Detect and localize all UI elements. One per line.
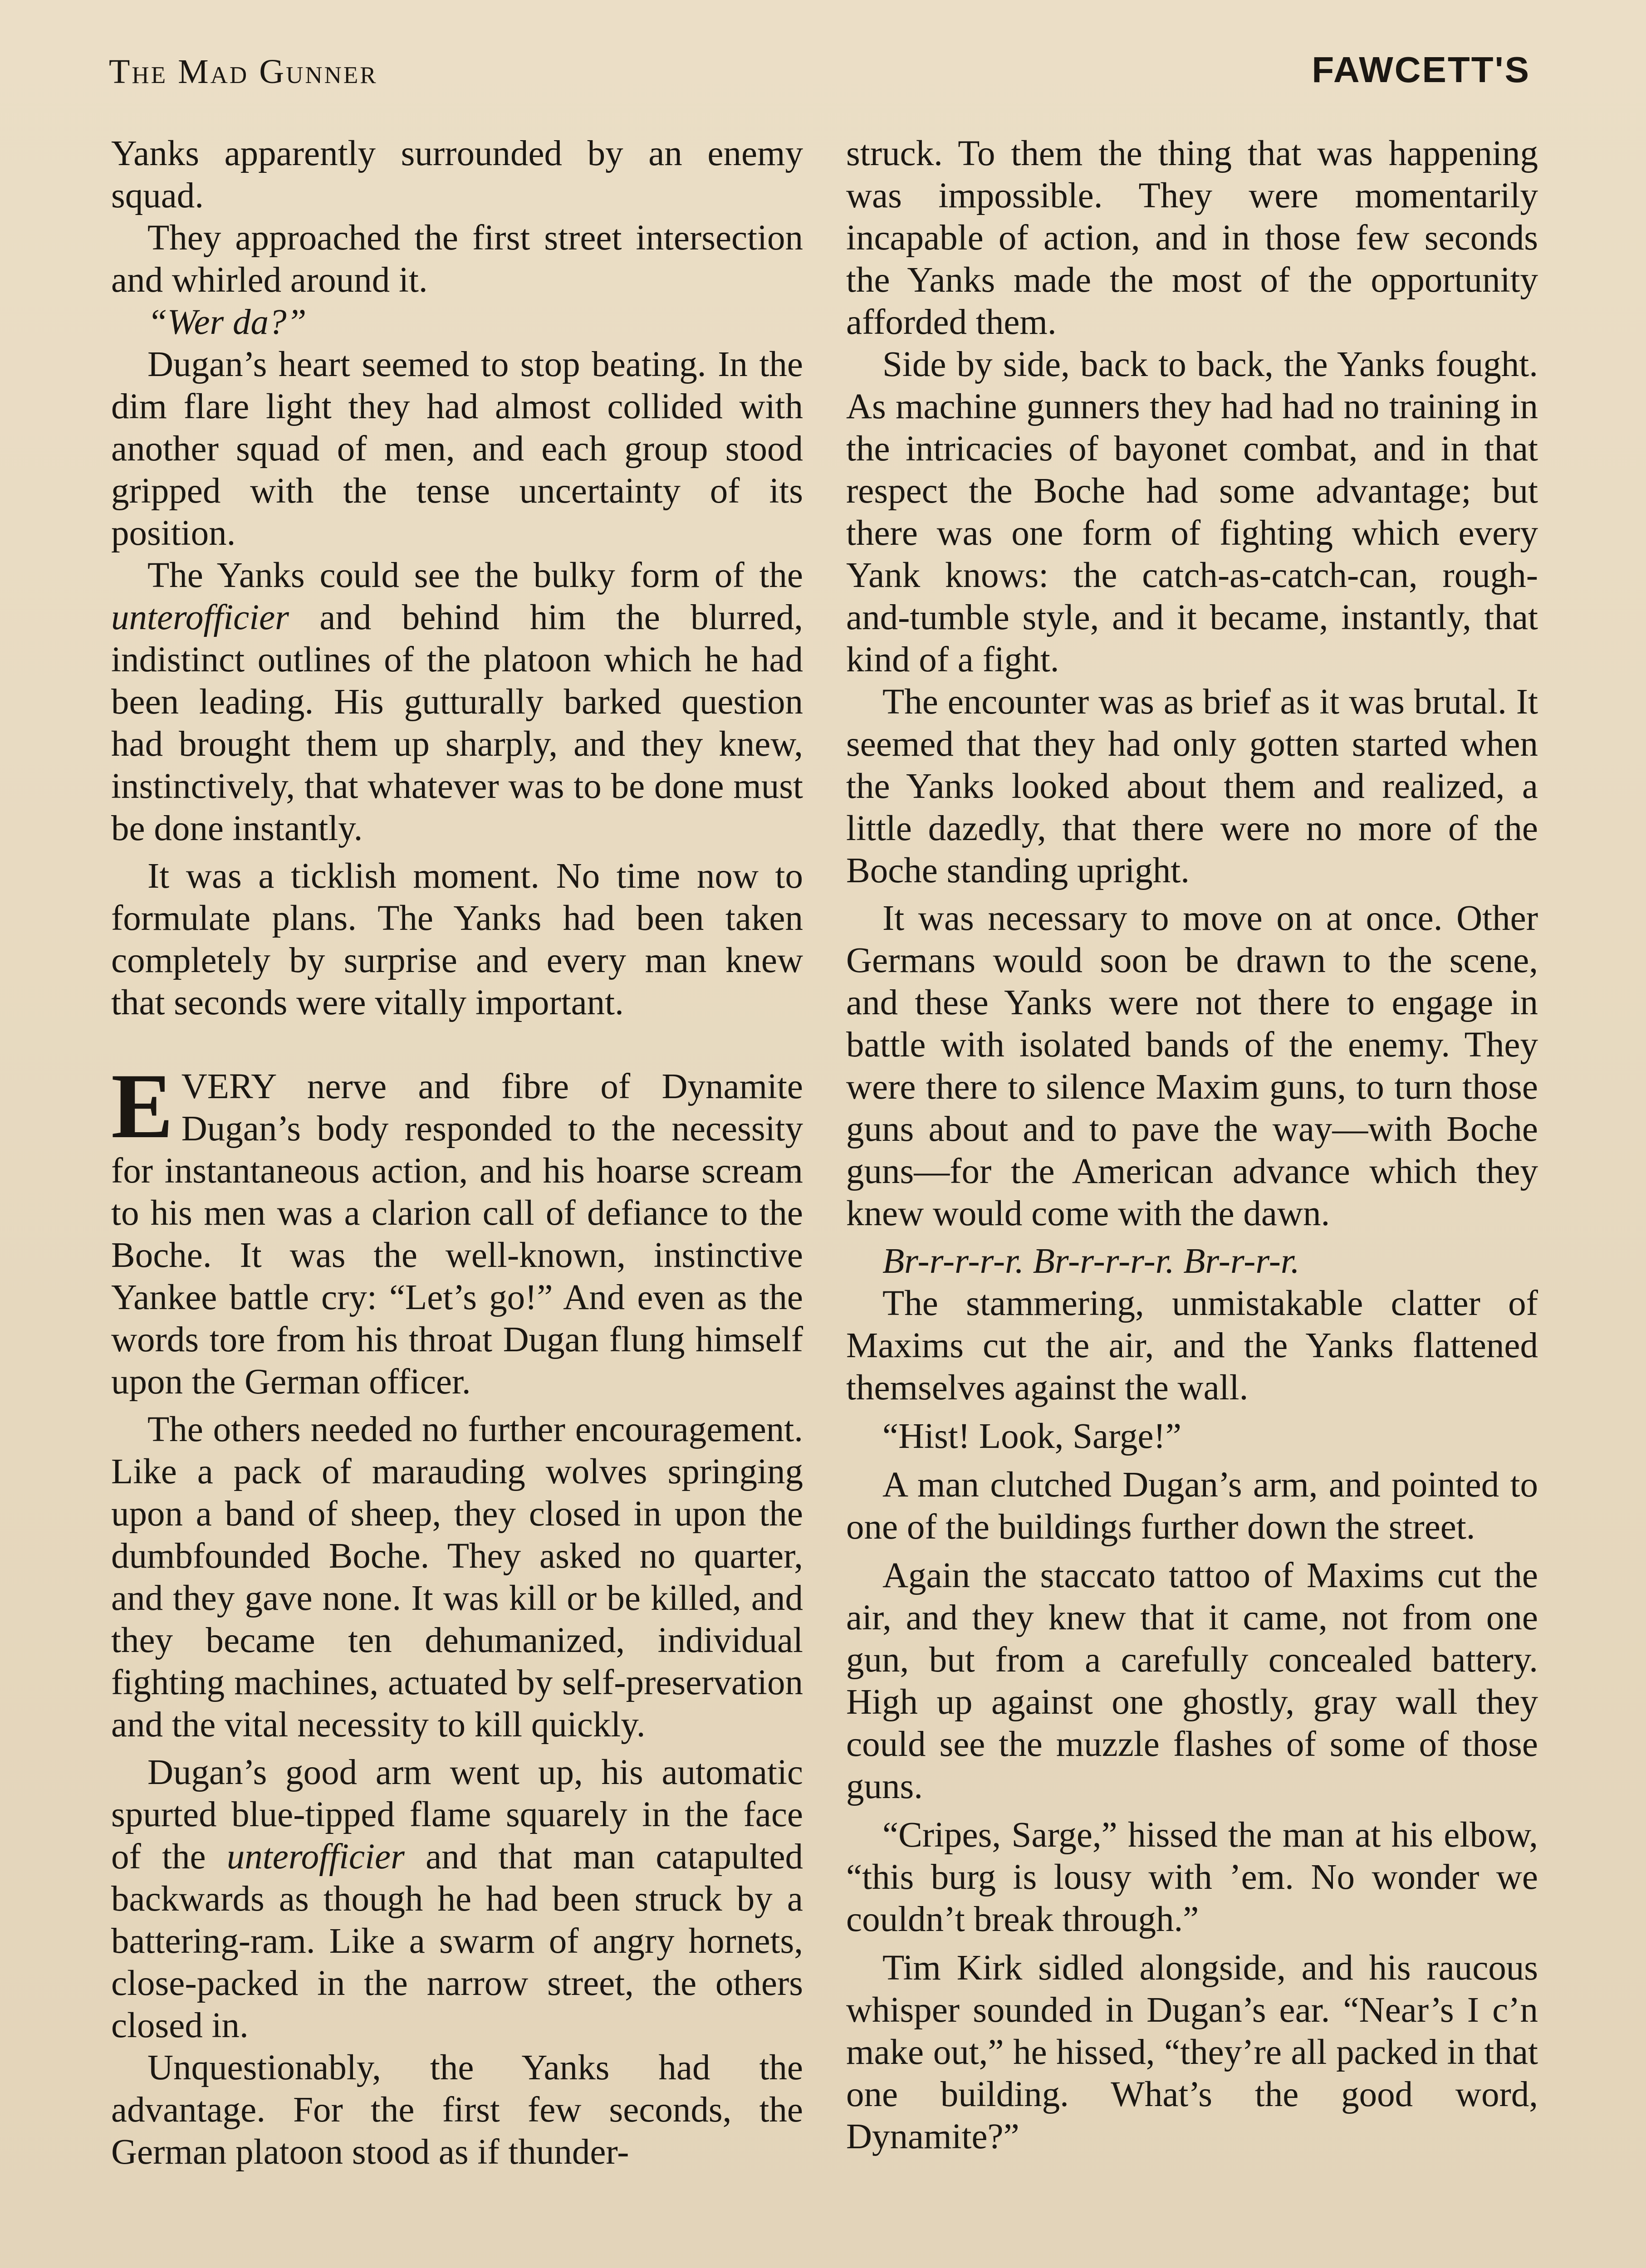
paragraph: “Wer da?” <box>147 303 307 342</box>
magazine-name: FAWCETT'S <box>1312 49 1530 90</box>
italic-term: unterofficier <box>226 1837 405 1877</box>
text-span: VERY nerve and fibre of Dynamite Dugan’s body responded to the necessity for instantaneous action, and his hoarse scream to his men was a clarion call of defiance to the Boche. It was the well-known, instinctive Yankee battle cry: “Let’s go!” And even as the words tore from his throat Dugan flung himself upon the German officer. <box>111 1067 803 1402</box>
paragraph: It was necessary to move on at once. Other Germans would soon be drawn to the scene, and these Yanks were not there to engage in battle with isolated bands of the enemy. They were there to silence Maxim guns, to turn those guns about and to pave the way—with Boche guns—for the American advance which they knew would come with the dawn. <box>846 899 1538 1233</box>
paragraph: “Hist! Look, Sarge!” <box>882 1417 1181 1456</box>
paragraph: Unquestionably, the Yanks had the advantage. For the first few seconds, the German platoon stood as if thunder- <box>111 2048 803 2172</box>
paragraph: Again the staccato tattoo of Maxims cut the air, and they knew that it came, not from one gun, but from a carefully concealed battery. High up against one ghostly, gray wall they could see the muzzle flashes of some of those guns. <box>846 1556 1538 1806</box>
paragraph: Tim Kirk sidled alongside, and his raucous whisper sounded in Dugan’s ear. “Near’s I c’n make out,” he hissed, “they’re all packed in that one building. What’s the good word, Dynamite?” <box>846 1948 1538 2156</box>
paragraph: The stammering, unmistakable clatter of Maxims cut the air, and the Yanks flattened themselves against the wall. <box>846 1284 1538 1408</box>
paragraph: Side by side, back to back, the Yanks fought. As machine gunners they had had no training in the intricacies of bayonet combat, and in that respect the Boche had some advantage; but there was one form of fighting which every Yank knows: the catch-as-catch-can, rough-and-tumble style, and it became, instantly, that kind of a fight. <box>846 345 1538 679</box>
paragraph: Br-r-r-r-r. Br-r-r-r-r. Br-r-r-r. <box>882 1242 1300 1281</box>
paragraph <box>111 1055 803 1403</box>
left-column <box>111 132 803 2173</box>
drop-cap: E <box>111 1055 173 1158</box>
paragraph: Yanks apparently surrounded by an enemy squad. <box>111 134 803 215</box>
text-span: The Yanks could see the bulky form of the <box>147 556 803 595</box>
paragraph <box>111 1751 803 2047</box>
text-span: Dugan’s good arm went up, his automatic spurted blue-tipped flame squarely in the face of the <box>111 1753 803 1877</box>
paragraph: The encounter was as brief as it was brutal. It seemed that they had only gotten started when the Yanks looked about them and realized, a little dazedly, that there were no more of the Boche standing upright. <box>846 682 1538 890</box>
paragraph: A man clutched Dugan’s arm, and pointed to one of the buildings further down the street. <box>846 1465 1538 1547</box>
paragraph: Dugan’s heart seemed to stop beating. In the dim flare light they had almost collided with another squad of men, and each group stood gripped with the tense uncertainty of its position. <box>111 345 803 553</box>
paragraph: struck. To them the thing that was happening was impossible. They were momentarily incapable of action, and in those few seconds the Yanks made the most of the opportunity afforded them. <box>846 134 1538 342</box>
text-span: and behind him the blurred, indistinct outlines of the platoon which he had been leading. His gutturally barked question had brought them up sharply, and they knew, instinctively, that whatever was to be done must be done instantly. <box>111 598 803 848</box>
running-title: The Mad Gunner <box>109 53 378 91</box>
italic-term: unterofficier <box>111 598 289 637</box>
text-span: and that man catapulted backwards as though he had been struck by a battering-ram. Like a swarm of angry hornets, close-packed in the narrow street, the others closed in. <box>111 1837 803 2045</box>
paragraph: “Cripes, Sarge,” hissed the man at his elbow, “this burg is lousy with ’em. No wonder we couldn’t break through.” <box>846 1815 1538 1939</box>
paragraph <box>111 554 803 850</box>
right-column <box>846 132 1538 2158</box>
paragraph: The others needed no further encouragement. Like a pack of marauding wolves springing upon a band of sheep, they closed in upon the dumbfounded Boche. They asked no quarter, and they gave none. It was kill or be killed, and they became ten dehumanized, individual fighting machines, actuated by self-preservation and the vital necessity to kill quickly. <box>111 1410 803 1745</box>
paragraph: They approached the first street intersection and whirled around it. <box>111 218 803 300</box>
paragraph: It was a ticklish moment. No time now to formulate plans. The Yanks had been taken completely by surprise and every man knew that seconds were vitally important. <box>111 856 803 1022</box>
